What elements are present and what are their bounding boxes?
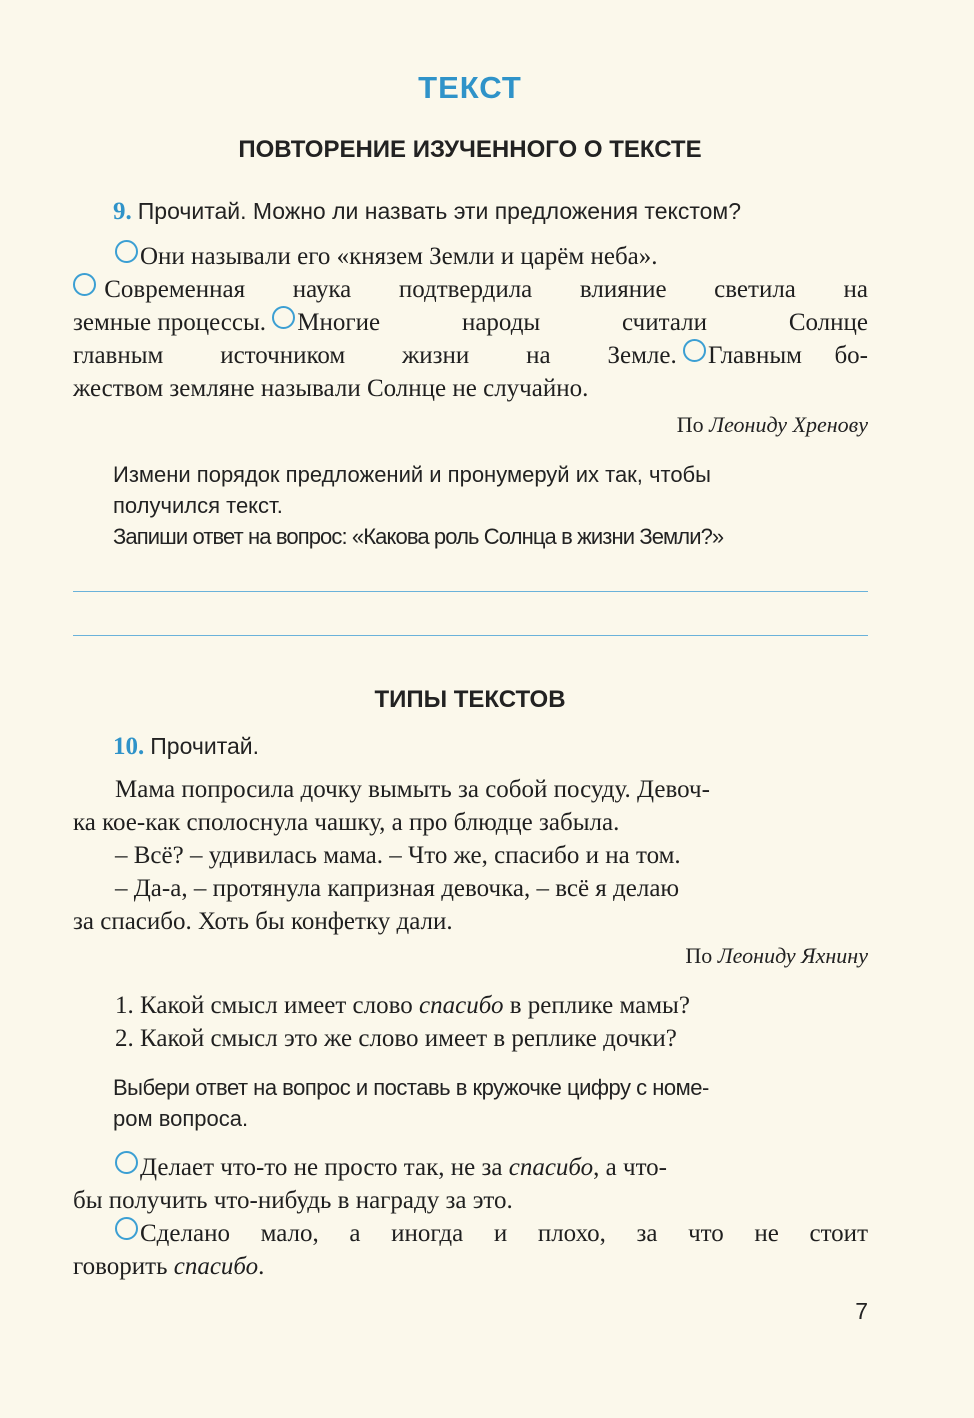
question-line — [73, 1022, 868, 1055]
story-line — [73, 806, 868, 839]
task-10-instructions — [113, 1072, 868, 1134]
answer-text: Делает что-то не просто так, не за — [140, 1154, 503, 1181]
source-attribution — [677, 412, 868, 438]
task-number: 10. — [113, 733, 145, 760]
text-line — [73, 273, 868, 306]
task-10-story — [73, 773, 868, 938]
answer-text: бы получить что-нибудь в награду за это. — [73, 1187, 513, 1214]
sentence: земные процессы. — [73, 309, 267, 336]
answer-emphasis: спасибо — [508, 1154, 594, 1181]
task-10-prompt — [113, 733, 259, 761]
answer-text: , а что- — [593, 1154, 668, 1181]
text-line — [73, 240, 868, 273]
instruction-line: Выбери ответ на вопрос и поставь в кружочке цифру с номе- — [113, 1075, 709, 1100]
subsection-title-types: ТИПЫ ТЕКСТОВ — [374, 686, 566, 713]
answer-line[interactable] — [73, 591, 868, 592]
subsection-title-review: ПОВТОРЕНИЕ ИЗУЧЕННОГО О ТЕКСТЕ — [238, 136, 702, 163]
source-attribution — [685, 943, 868, 969]
answer-option-2 — [73, 1217, 868, 1283]
section-title: ТЕКСТ — [418, 70, 522, 105]
source-prefix: По — [685, 943, 713, 968]
answer-text: говорить — [73, 1253, 168, 1280]
story-text: за спасибо. Хоть бы конфетку дали. — [73, 908, 453, 935]
question-emphasis: спасибо — [419, 992, 504, 1019]
source-author: Леониду Хренову — [709, 412, 868, 437]
sentence: главным источником жизни на Земле. — [73, 342, 677, 369]
task-prompt: Прочитай. — [150, 733, 259, 759]
answer-text: Сделано мало, а иногда и плохо, за что не стоит — [140, 1220, 868, 1247]
answer-text: . — [258, 1253, 265, 1280]
sentence: жеством земляне называли Солнце не случайно. — [73, 375, 589, 402]
answer-option-1 — [73, 1151, 868, 1217]
task-prompt: Прочитай. Можно ли назвать эти предложения текстом? — [137, 198, 741, 224]
task-9-instructions — [113, 459, 868, 552]
instruction-line: Измени порядок предложений и пронумеруй их так, чтобы — [113, 462, 711, 487]
source-author: Леониду Яхнину — [717, 943, 868, 968]
answer-circle[interactable] — [115, 1151, 138, 1174]
story-line — [73, 839, 868, 872]
page-number: 7 — [855, 1298, 868, 1324]
question-text: в реплике мамы? — [509, 992, 690, 1019]
answer-line-text — [73, 1217, 868, 1250]
answer-circle[interactable] — [115, 240, 138, 263]
answer-line[interactable] — [73, 635, 868, 636]
text-line — [73, 306, 868, 339]
task-number: 9. — [113, 198, 132, 225]
answer-circle[interactable] — [272, 306, 295, 329]
answer-circle[interactable] — [683, 339, 706, 362]
instruction-line: Запиши ответ на вопрос: «Какова роль Солнца в жизни Земли?» — [113, 524, 724, 549]
answer-line-text — [73, 1151, 868, 1184]
answer-line-text — [73, 1184, 868, 1217]
question-line — [73, 989, 868, 1022]
sentence: Многие народы считали Солнце — [297, 309, 868, 336]
story-line — [73, 905, 868, 938]
story-line — [73, 872, 868, 905]
answer-line-text — [73, 1250, 868, 1283]
sentence: Главным бо- — [708, 342, 868, 369]
story-text: Мама попросила дочку вымыть за собой посуду. Девоч- — [115, 776, 710, 803]
instruction-line: получился текст. — [113, 493, 283, 518]
story-text: – Всё? – удивилась мама. – Что же, спасибо и на том. — [115, 842, 681, 869]
story-line — [73, 773, 868, 806]
question-text: 1. Какой смысл имеет слово — [115, 992, 413, 1019]
sentence: Они называли его «князем Земли и царём неба». — [140, 243, 658, 270]
answer-emphasis: спасибо — [173, 1253, 259, 1280]
instruction-line: ром вопроса. — [113, 1106, 249, 1131]
text-line — [73, 372, 868, 405]
sentence: Современная наука подтвердила влияние светила на — [104, 276, 868, 303]
task-9-prompt — [113, 198, 741, 226]
source-prefix: По — [676, 412, 704, 437]
task-10-questions — [73, 989, 868, 1055]
story-text: – Да-а, – протянула капризная девочка, – всё я делаю — [115, 875, 680, 902]
question-text: 2. Какой смысл это же слово имеет в реплике дочки? — [115, 1025, 677, 1052]
task-9-text — [73, 240, 868, 405]
answer-circle[interactable] — [115, 1217, 138, 1240]
answer-circle[interactable] — [73, 273, 96, 296]
text-line — [73, 339, 868, 372]
story-text: ка кое-как сполоснула чашку, а про блюдце забыла. — [73, 809, 620, 836]
